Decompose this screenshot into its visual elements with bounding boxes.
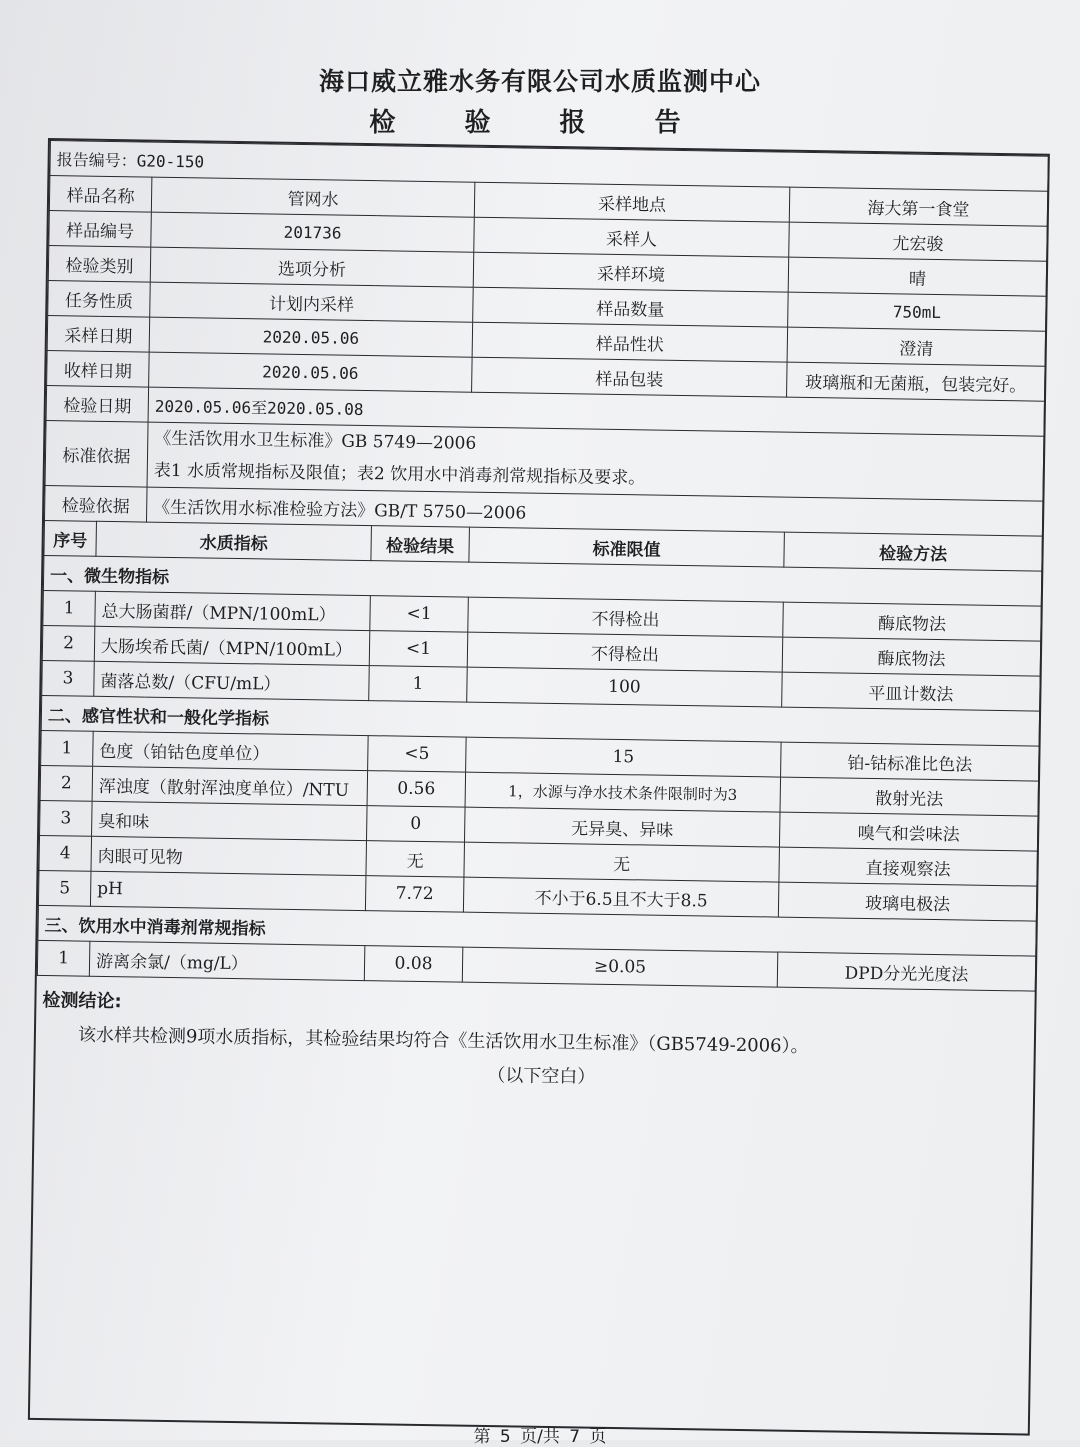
test-date-value: 2020.05.06至2020.05.08 [148,387,1044,436]
info-label: 收样日期 [47,351,150,388]
row-no: 4 [39,835,92,871]
row-limit: 无异臭、异味 [464,807,780,847]
info-value: 750mL [788,292,1047,331]
info-value: 尤宏骏 [789,222,1048,261]
row-method: 平皿计数法 [782,672,1041,711]
col-header-limit: 标准限值 [469,527,785,567]
row-indicator: 肉眼可见物 [91,836,367,875]
row-result: <5 [368,736,467,773]
row-method: 玻璃电极法 [778,882,1037,921]
row-limit: 100 [467,667,783,707]
info-label: 检验类别 [48,246,151,283]
row-method: 酶底物法 [783,602,1042,641]
row-no: 3 [42,660,95,696]
info-value: 海大第一食堂 [789,187,1048,226]
info-label: 任务性质 [48,281,151,318]
row-no: 1 [41,730,94,766]
row-result: 0.08 [364,946,463,983]
row-limit: 不得检出 [467,632,783,672]
info-value: 澄清 [787,327,1046,366]
report-no: 报告编号：G20-150 [50,141,1048,192]
test-date-label: 检验日期 [46,386,149,423]
info-value: 2020.05.06 [149,352,473,392]
conclusion-block [35,976,1035,1110]
row-limit: 1，水源与净水技术条件限制时为3 [465,772,781,812]
row-result: 7.72 [365,876,464,913]
row-indicator: 色度（铂钴色度单位） [93,731,369,770]
standard-line-1: 《生活饮用水卫生标准》GB 5749—2006 [154,428,477,454]
row-result: <1 [369,631,468,668]
info-label: 样品编号 [49,211,152,248]
row-result: 0.56 [367,771,466,808]
row-method: 酶底物法 [782,637,1041,676]
row-method: 散射光法 [780,777,1039,816]
row-limit: 不小于6.5且不大于8.5 [463,877,779,917]
report-frame [28,138,1050,1436]
info-label: 样品包装 [472,357,788,397]
row-indicator: 游离余氯/（mg/L） [89,941,365,980]
org-title: 海口威立雅水务有限公司水质监测中心 [318,67,761,96]
method-basis-value: 《生活饮用水标准检验方法》GB/T 5750—2006 [146,487,1042,536]
row-result: <1 [370,596,469,633]
row-no: 3 [40,800,93,836]
blank-below-note: （以下空白） [487,1065,596,1088]
info-label: 采样日期 [47,316,150,353]
info-value: 计划内采样 [150,282,474,322]
section-title: 二、感官性状和一般化学指标 [41,695,1039,746]
section-title: 三、饮用水中消毒剂常规指标 [38,905,1036,956]
row-no: 2 [40,765,93,801]
report-title: 检 验 报 告 [369,108,711,138]
row-indicator: 总大肠菌群/（MPN/100mL） [95,591,371,630]
row-limit: ≥0.05 [462,947,778,987]
row-limit: 15 [466,737,782,777]
info-label: 样品名称 [49,176,152,213]
row-result: 无 [366,841,465,878]
info-label: 样品数量 [473,287,789,327]
method-basis-label: 检验依据 [44,485,147,522]
row-indicator: pH [90,871,366,910]
info-value: 选项分析 [150,247,474,287]
col-header-no: 序号 [44,520,97,556]
row-indicator: 菌落总数/（CFU/mL） [94,661,370,700]
info-label: 采样人 [474,217,790,257]
row-method: DPD分光光度法 [777,952,1036,991]
row-indicator: 臭和味 [92,801,368,840]
page-number: 第 5 页/共 7 页 [473,1427,607,1447]
info-value: 2020.05.06 [149,317,473,357]
info-label: 采样地点 [474,182,790,222]
row-no: 1 [43,590,96,626]
row-method: 直接观察法 [779,847,1038,886]
col-header-result: 检验结果 [371,526,470,563]
row-limit: 无 [464,842,780,882]
row-indicator: 浑浊度（散射浑浊度单位）/NTU [92,766,368,805]
row-no: 5 [38,870,91,906]
info-label: 样品性状 [472,322,788,362]
row-method: 铂-钴标准比色法 [781,742,1040,781]
row-result: 0 [367,806,466,843]
info-value: 管网水 [151,177,475,217]
row-no: 2 [42,625,95,661]
row-no: 1 [37,940,90,976]
info-value: 玻璃瓶和无菌瓶，包装完好。 [787,362,1046,401]
row-result: 1 [369,666,468,703]
row-method: 嗅气和尝味法 [779,812,1038,851]
row-limit: 不得检出 [468,597,784,637]
row-indicator: 大肠埃希氏菌/（MPN/100mL） [94,626,370,665]
col-header-method: 检验方法 [784,532,1043,571]
info-label: 采样环境 [473,252,789,292]
col-header-indicator: 水质指标 [96,521,372,560]
section-title: 一、微生物指标 [43,555,1041,606]
standard-label: 标准依据 [45,421,148,488]
info-value: 晴 [788,257,1047,296]
standard-line-2: 表1 水质常规指标及限值；表2 饮用水中消毒剂常规指标及要求。 [153,460,646,489]
report-table [37,140,1049,992]
info-value: 201736 [151,212,475,252]
conclusion-text: 该水样共检测9项水质指标，其检验结果均符合《生活饮用水卫生标准》（GB5749-2006）。 [77,1024,809,1058]
conclusion-label: 检测结论: [42,990,122,1013]
